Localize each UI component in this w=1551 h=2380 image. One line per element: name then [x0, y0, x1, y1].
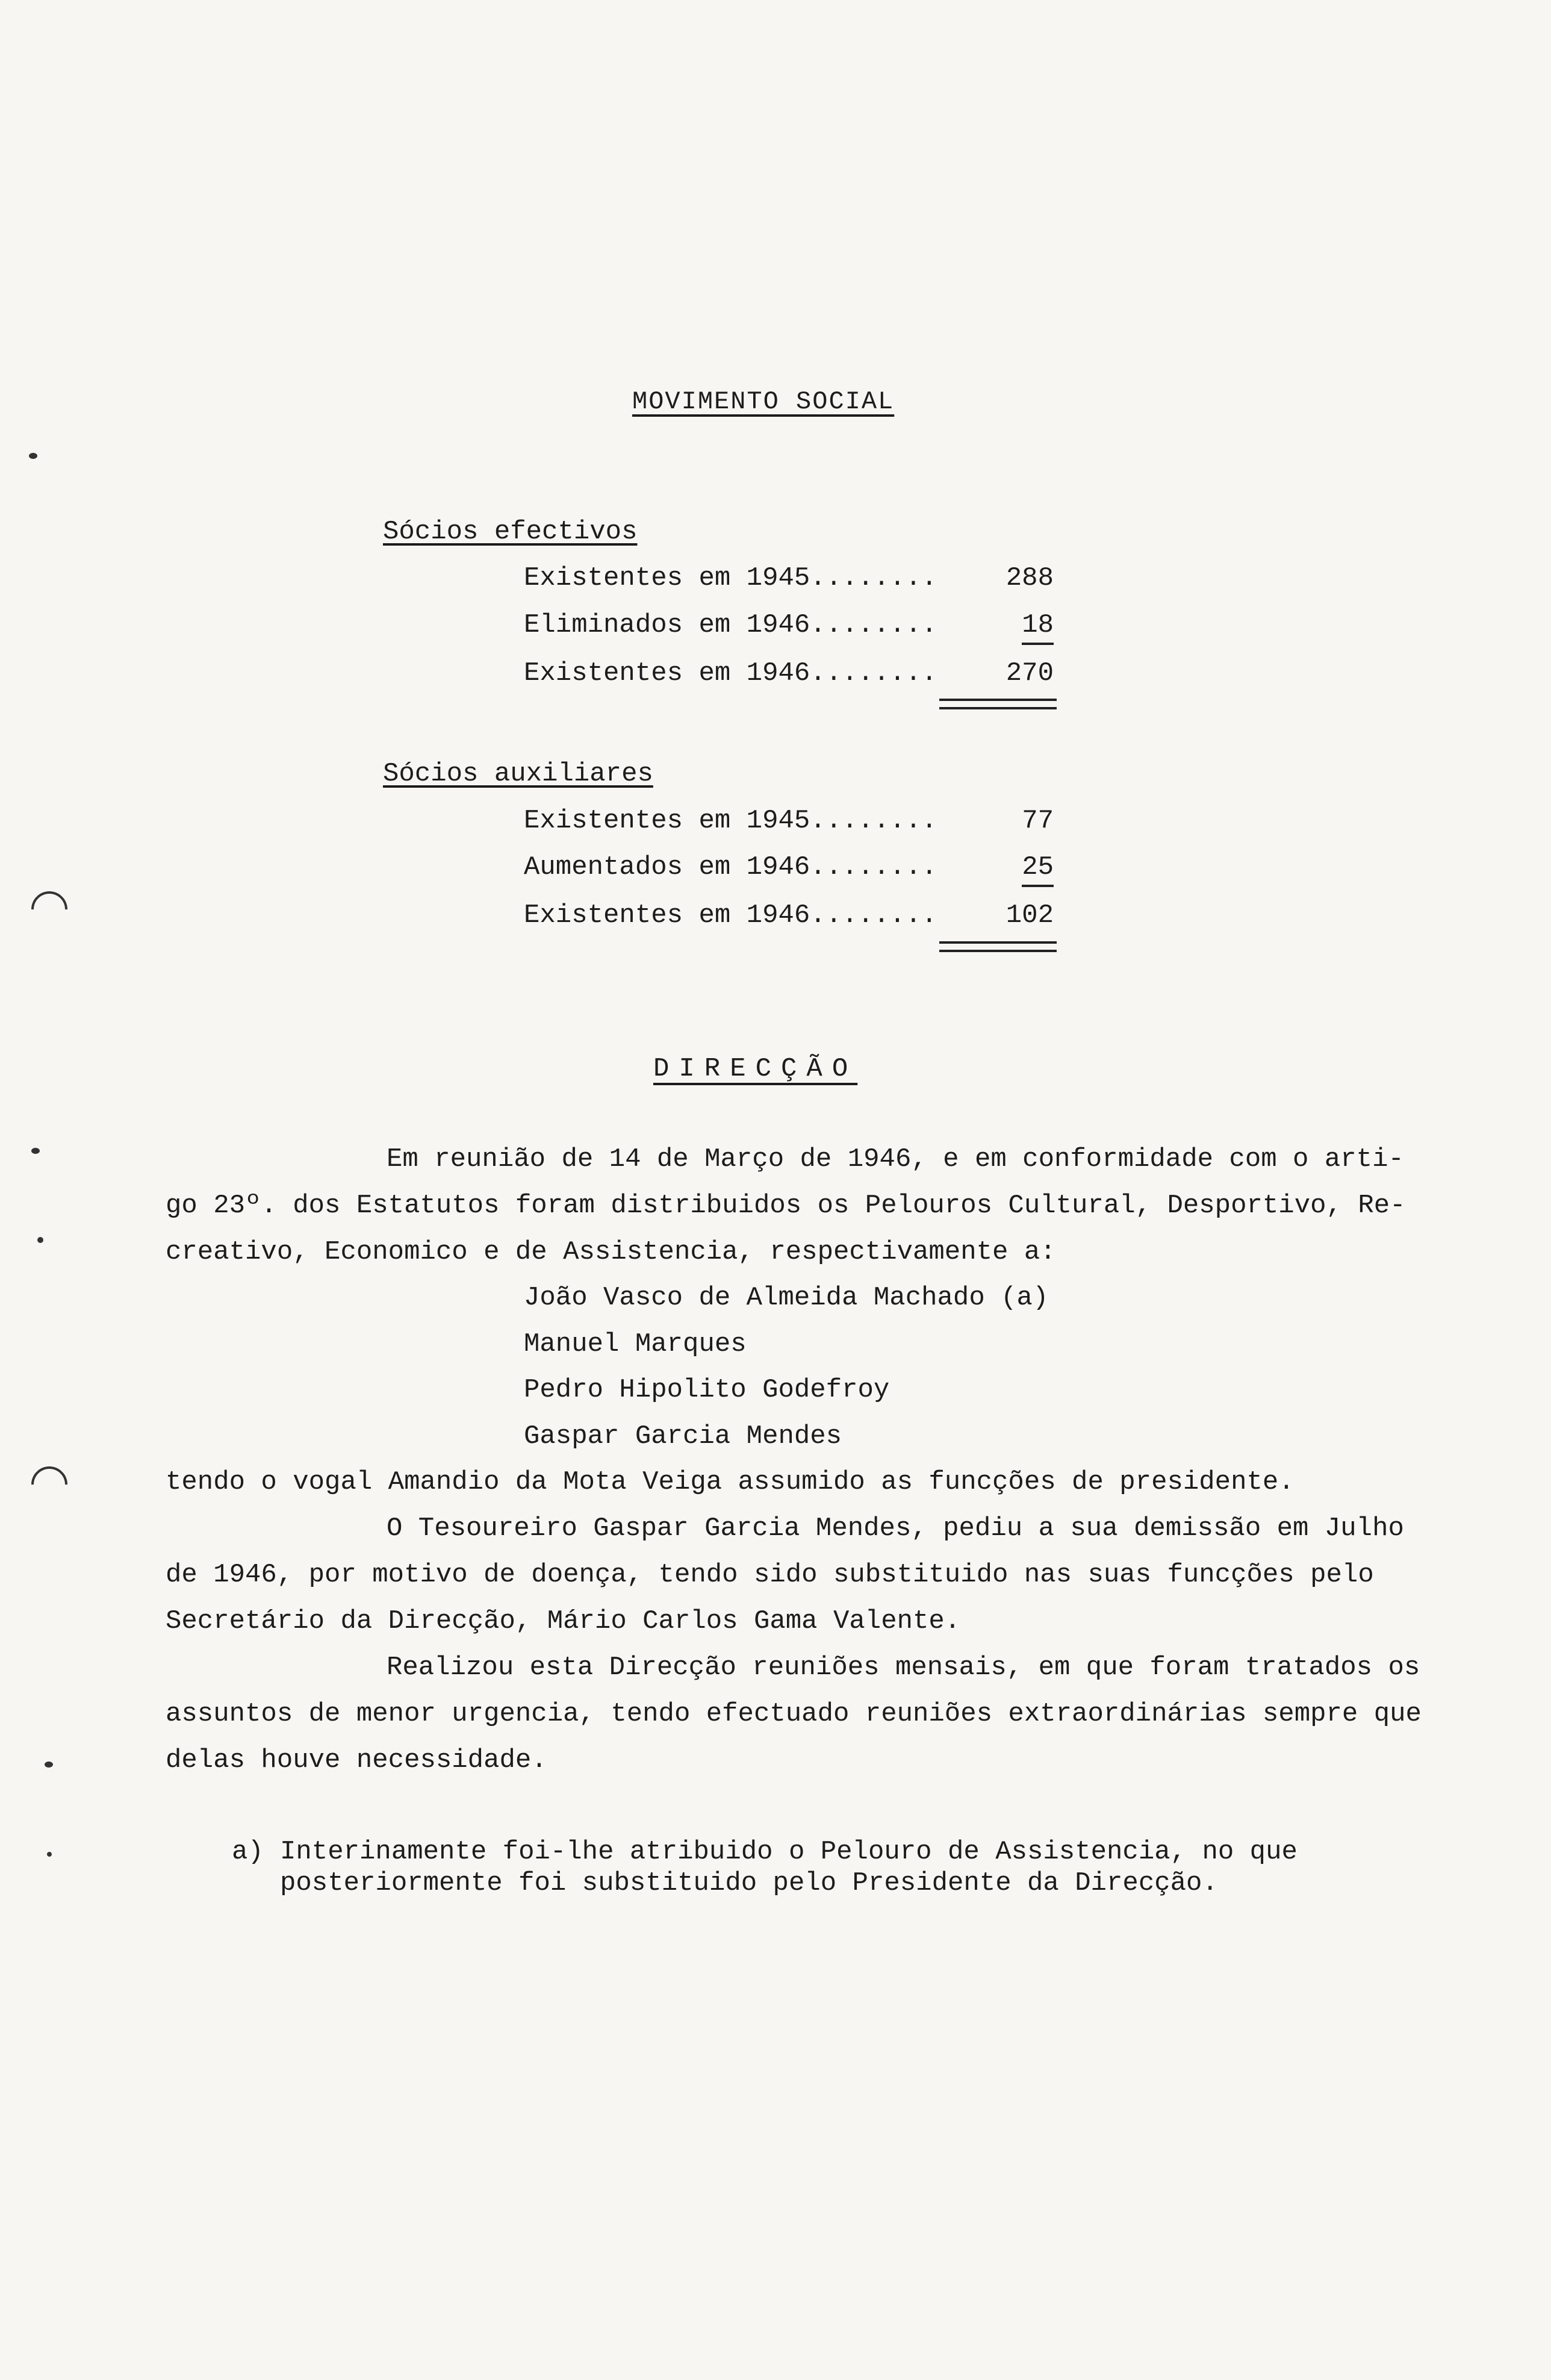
row-value-text: 25: [1022, 852, 1054, 887]
margin-mark: [29, 453, 37, 459]
footnote-line: posteriormente foi substituido pelo Presidente da Direcção.: [280, 1868, 1218, 1898]
punch-hole-mark: [24, 1459, 75, 1510]
row-value: 288: [1006, 563, 1054, 593]
paragraph-line: O Tesoureiro Gaspar Garcia Mendes, pediu a sua demissão em Julho: [387, 1513, 1404, 1544]
paragraph-line: Em reunião de 14 de Março de 1946, e em conformidade com o arti-: [387, 1144, 1404, 1174]
row-value: 102: [1006, 900, 1054, 930]
paragraph-line: Realizou esta Direcção reuniões mensais, em que foram tratados os: [387, 1653, 1420, 1683]
row-value: [939, 610, 1054, 640]
row-label: Existentes em 1946........: [524, 658, 937, 688]
margin-mark: [45, 1762, 53, 1768]
name-item: Gaspar Garcia Mendes: [524, 1421, 842, 1451]
row-value: [939, 852, 1054, 882]
margin-mark: [31, 1148, 40, 1154]
heading-socios-auxiliares: Sócios auxiliares: [383, 759, 653, 789]
name-item: Pedro Hipolito Godefroy: [524, 1375, 890, 1405]
total-double-rule: [939, 699, 1057, 709]
margin-mark: [47, 1852, 52, 1857]
row-value: 77: [1022, 806, 1054, 836]
paragraph-line: assuntos de menor urgencia, tendo efectuado reuniões extraordinárias sempre que: [166, 1699, 1422, 1729]
row-label: Aumentados em 1946........: [524, 852, 937, 882]
name-item: Manuel Marques: [524, 1329, 747, 1359]
margin-mark: [37, 1237, 43, 1243]
row-value: 270: [1006, 658, 1054, 688]
row-value-text: 18: [1022, 610, 1054, 645]
paragraph-line: creativo, Economico e de Assistencia, respectivamente a:: [166, 1237, 1056, 1267]
row-label: Eliminados em 1946........: [524, 610, 937, 640]
paragraph-line: go 23º. dos Estatutos foram distribuidos os Pelouros Cultural, Desportivo, Re-: [166, 1191, 1406, 1221]
heading-socios-efectivos: Sócios efectivos: [383, 517, 638, 547]
punch-hole-mark: [24, 884, 75, 935]
footnote-line: Interinamente foi-lhe atribuido o Pelouro de Assistencia, no que: [280, 1837, 1298, 1867]
total-double-rule: [939, 941, 1057, 952]
paragraph-line: tendo o vogal Amandio da Mota Veiga assumido as funcções de presidente.: [166, 1467, 1295, 1497]
footnote-marker: a): [232, 1837, 264, 1867]
section-title: MOVIMENTO SOCIAL: [632, 387, 895, 416]
name-item: João Vasco de Almeida Machado (a): [524, 1283, 1049, 1313]
paragraph-line: Secretário da Direcção, Mário Carlos Gama Valente.: [166, 1606, 961, 1636]
paragraph-line: delas houve necessidade.: [166, 1745, 547, 1775]
row-label: Existentes em 1945........: [524, 806, 937, 836]
section-title: DIRECÇÃO: [653, 1054, 858, 1084]
paragraph-line: de 1946, por motivo de doença, tendo sido substituido nas suas funcções pelo: [166, 1560, 1374, 1590]
row-label: Existentes em 1946........: [524, 900, 937, 930]
row-label: Existentes em 1945........: [524, 563, 937, 593]
